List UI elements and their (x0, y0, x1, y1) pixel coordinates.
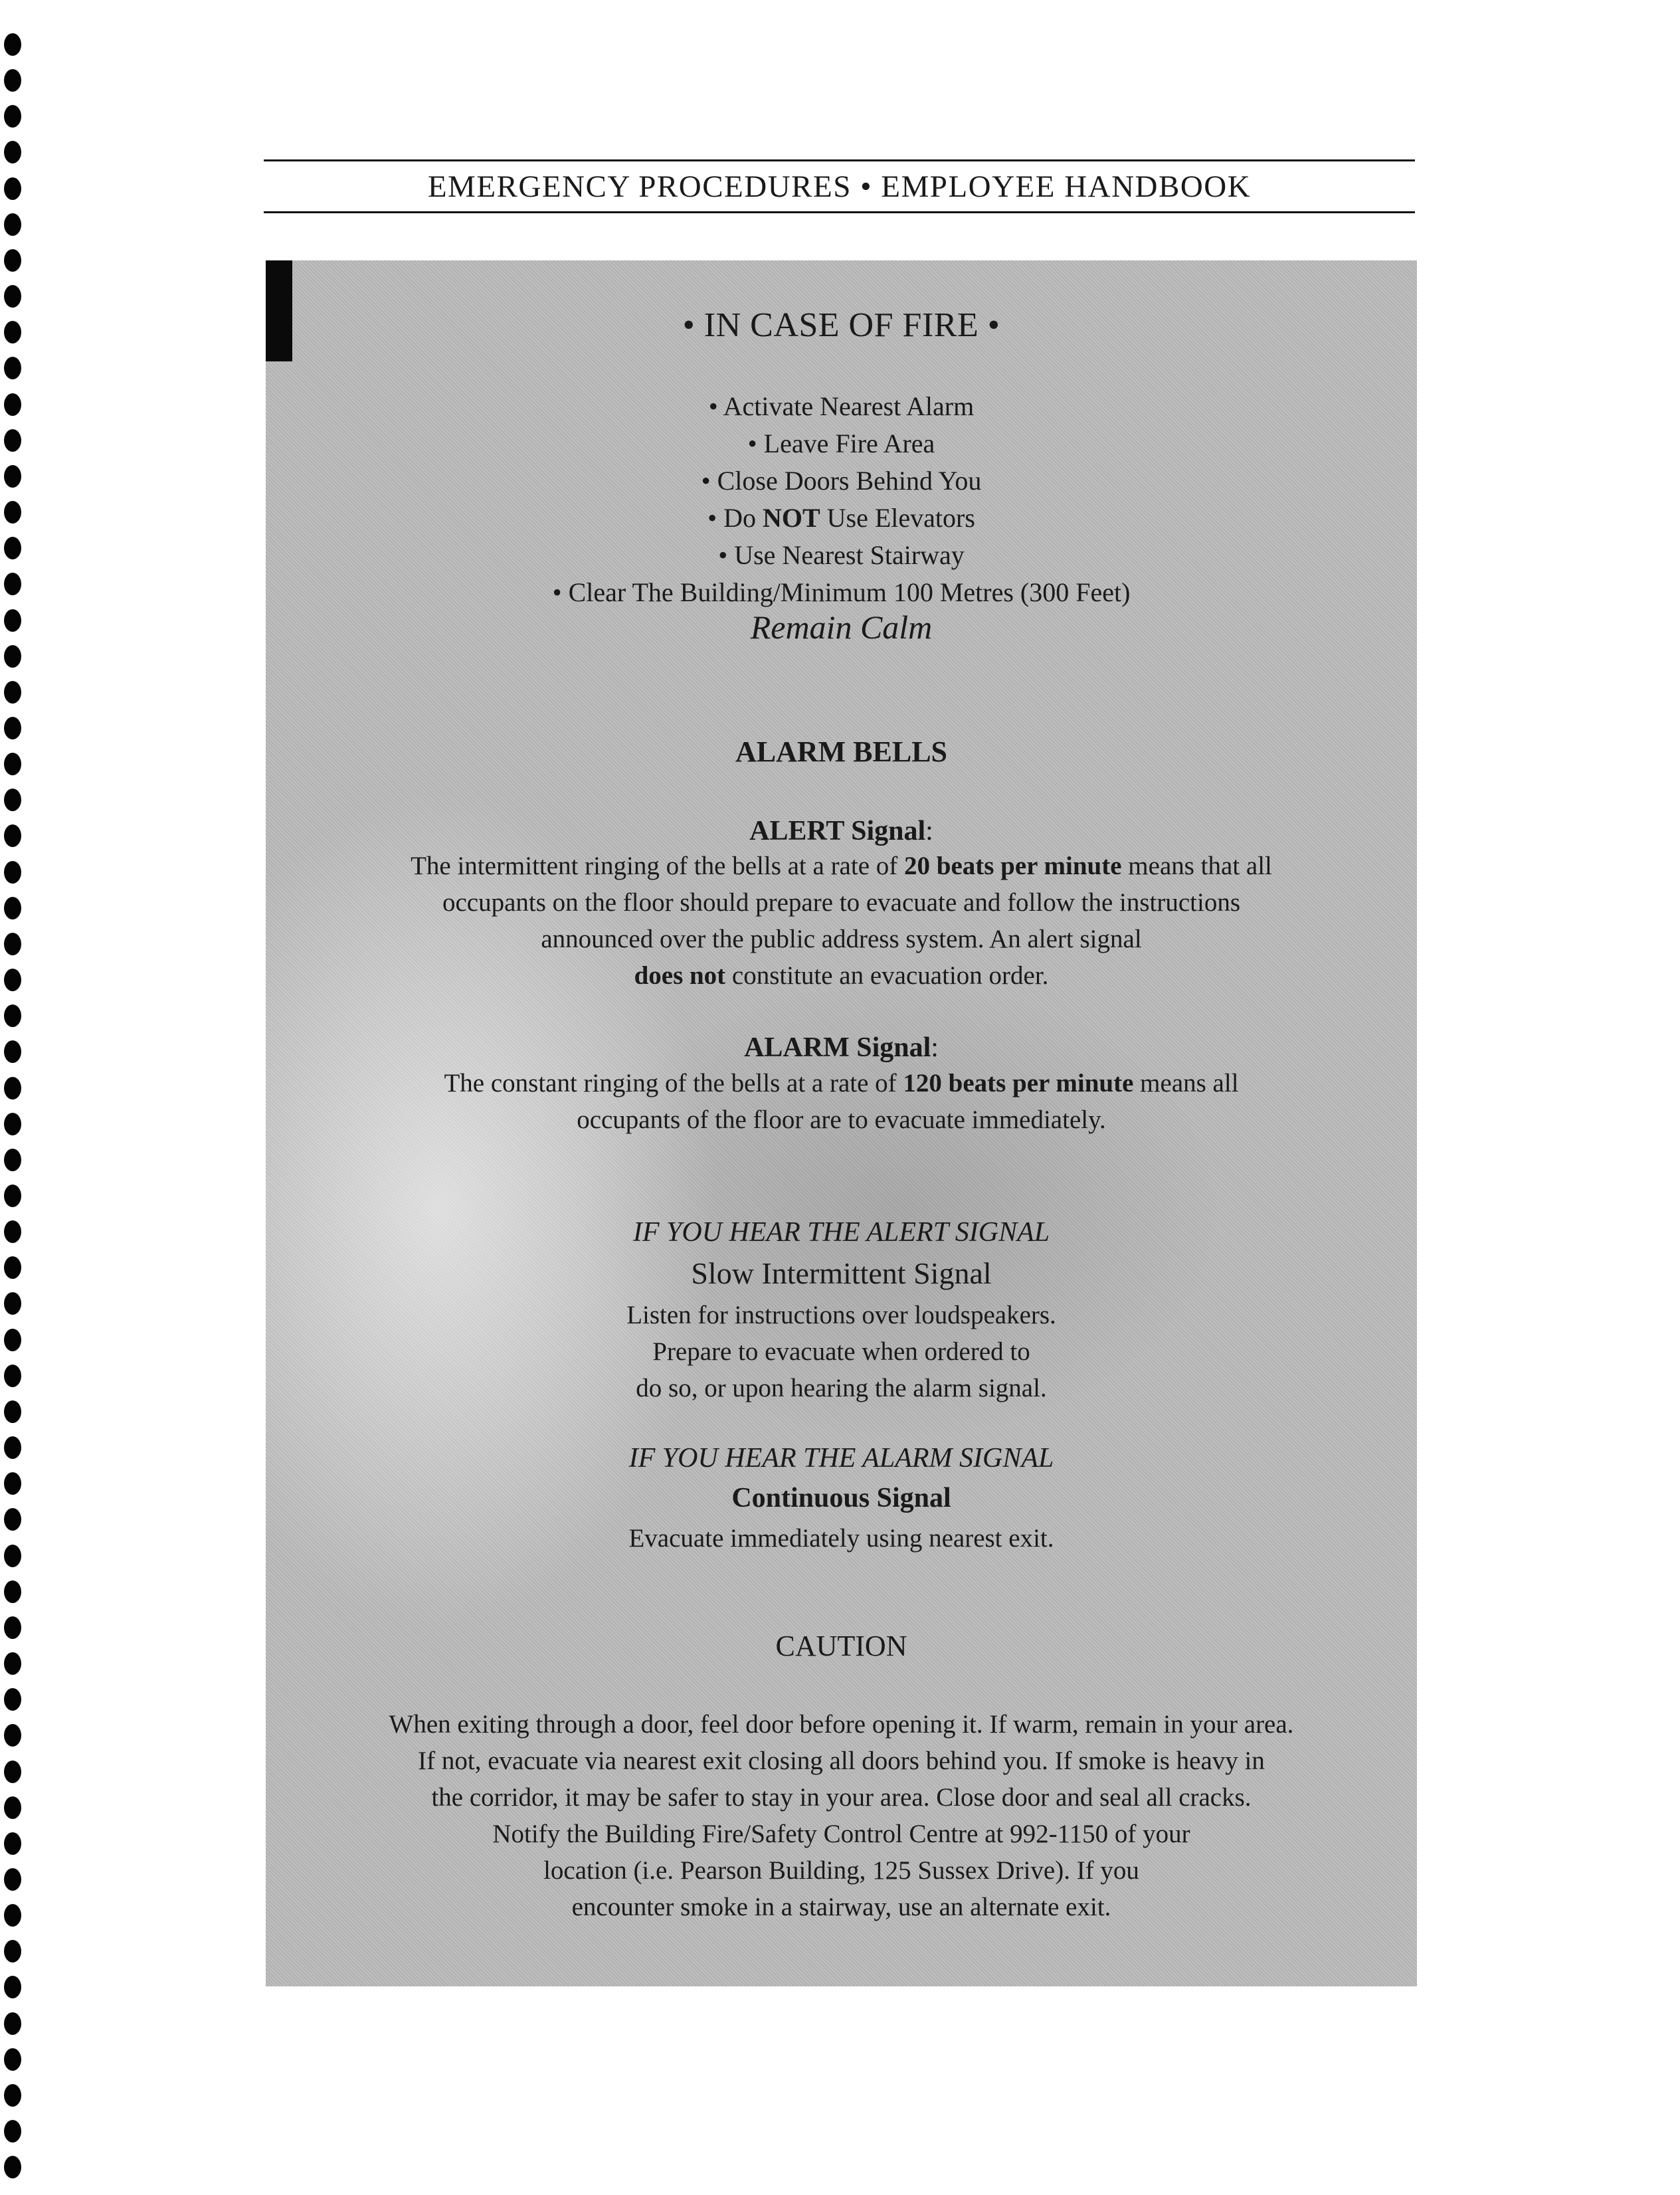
alarm-line-1-post: means all (1133, 1069, 1239, 1098)
binding-hole (4, 1724, 21, 1747)
binding-hole (4, 465, 21, 488)
binding-hole (4, 1832, 21, 1855)
if-alert-line-1: Listen for instructions over loudspeakers. (626, 1301, 1056, 1329)
binding-hole (4, 69, 21, 92)
binding-hole (4, 717, 21, 739)
binding-hole (4, 573, 21, 595)
binding-hole (4, 501, 21, 524)
binding-hole (4, 897, 21, 919)
fire-step-close-doors: • Close Doors Behind You (701, 466, 982, 496)
binding-hole (4, 105, 21, 128)
binding-hole (4, 1400, 21, 1423)
if-alarm-heading: IF YOU HEAR THE ALARM SIGNAL (628, 1443, 1054, 1474)
fire-step-stairway: • Use Nearest Stairway (718, 540, 965, 570)
binding-hole (4, 1256, 21, 1279)
binding-hole (4, 1365, 21, 1387)
binding-hole (4, 1004, 21, 1027)
alert-signal-heading-colon: : (925, 816, 933, 846)
alert-signal-line-2: occupants on the floor should prepare to evacuate and follow the instructions (442, 888, 1241, 917)
alert-line-1-pre: The intermittent ringing of the bells at a rate of (411, 852, 905, 880)
binding-hole (4, 1113, 21, 1135)
binding-hole (4, 1220, 21, 1243)
page-header-title: EMERGENCY PROCEDURES • EMPLOYEE HANDBOOK (427, 169, 1252, 204)
if-alarm-subheading: Continuous Signal (731, 1483, 951, 1513)
binding-hole (4, 789, 21, 811)
alert-line-1-rate: 20 beats per minute (904, 852, 1122, 880)
binding-hole (4, 2048, 21, 2071)
binding-hole (4, 645, 21, 668)
caution-heading: CAUTION (775, 1630, 907, 1662)
binding-hole (4, 1580, 21, 1603)
binding-hole (4, 1292, 21, 1315)
binding-hole (4, 1796, 21, 1819)
binding-hole (4, 1652, 21, 1675)
binding-hole (4, 1436, 21, 1459)
binding-hole (4, 681, 21, 704)
if-alert-line-2: Prepare to evacuate when ordered to (652, 1337, 1030, 1366)
caution-line-3: the corridor, it may be safer to stay in your area. Close door and seal all cracks. (431, 1783, 1252, 1812)
fire-step-elevators-post: Use Elevators (820, 503, 975, 533)
binding-hole (4, 249, 21, 272)
caution-line-4: Notify the Building Fire/Safety Control Centre at 992-1150 of your (492, 1820, 1190, 1848)
binding-hole (4, 2084, 21, 2107)
alert-signal-heading (266, 812, 1417, 850)
if-alarm-line: Evacuate immediately using nearest exit. (628, 1524, 1054, 1553)
binding-hole (4, 213, 21, 236)
binding-hole (4, 1508, 21, 1531)
binding-hole (4, 1904, 21, 1927)
fire-step-alarm: • Activate Nearest Alarm (708, 391, 975, 421)
fire-step-elevators-not: NOT (762, 503, 820, 533)
caution-line-2: If not, evacuate via nearest exit closing all doors behind you. If smoke is heavy in (418, 1747, 1265, 1775)
binding-hole (4, 861, 21, 884)
header-top-rule (264, 159, 1415, 161)
alarm-bells-heading: ALARM BELLS (735, 735, 948, 768)
caution-line-6: encounter smoke in a stairway, use an alternate exit. (571, 1893, 1111, 1921)
binding-hole (4, 933, 21, 955)
binding-hole (4, 1040, 21, 1063)
remain-calm-text: Remain Calm (750, 609, 933, 646)
binding-hole (4, 1149, 21, 1171)
alert-line-4-does-not: does not (634, 961, 726, 990)
caution-line-1: When exiting through a door, feel door before opening it. If warm, remain in your area. (389, 1710, 1294, 1739)
alert-signal-line-4 (266, 957, 1417, 994)
alert-signal-heading-label: ALERT Signal (749, 816, 926, 846)
binding-hole (4, 609, 21, 632)
binding-hole (4, 1616, 21, 1639)
spiral-binding (4, 33, 24, 2179)
alert-line-4-post: constitute an evacuation order. (725, 961, 1049, 990)
alert-line-1-post: means that all (1121, 852, 1272, 880)
fire-step-clear-building: • Clear The Building/Minimum 100 Metres (300 Feet) (552, 577, 1131, 607)
fire-step-elevators (266, 500, 1417, 537)
binding-hole (4, 1472, 21, 1495)
binding-hole (4, 429, 21, 452)
binding-hole (4, 1688, 21, 1711)
caution-line-5: location (i.e. Pearson Building, 125 Sussex Drive). If you (543, 1856, 1139, 1885)
alarm-line-1-rate: 120 beats per minute (903, 1069, 1134, 1098)
header-bottom-rule (264, 211, 1415, 213)
binding-hole (4, 321, 21, 343)
alert-signal-line-3: announced over the public address system. An alert signal (541, 925, 1142, 953)
binding-hole (4, 285, 21, 308)
alarm-line-1-pre: The constant ringing of the bells at a rate of (444, 1069, 903, 1098)
if-alert-heading: IF YOU HEAR THE ALERT SIGNAL (632, 1217, 1050, 1248)
alarm-signal-line-1 (266, 1065, 1417, 1101)
binding-hole (4, 1868, 21, 1891)
binding-hole (4, 1185, 21, 1207)
binding-hole (4, 1976, 21, 1998)
binding-hole (4, 1329, 21, 1351)
alarm-signal-heading (266, 1028, 1417, 1067)
binding-hole (4, 2156, 21, 2178)
binding-hole (4, 824, 21, 847)
binding-hole (4, 33, 21, 56)
binding-hole (4, 393, 21, 416)
binding-hole (4, 753, 21, 775)
binding-hole (4, 1940, 21, 1962)
alarm-signal-heading-colon: : (931, 1032, 939, 1063)
fire-section-title: • IN CASE OF FIRE • (682, 306, 1000, 344)
binding-hole (4, 1077, 21, 1099)
binding-hole (4, 1761, 21, 1783)
alert-signal-line-1 (266, 848, 1417, 884)
binding-hole (4, 537, 21, 559)
binding-hole (4, 2120, 21, 2143)
if-alert-subheading: Slow Intermittent Signal (691, 1256, 992, 1290)
binding-hole (4, 969, 21, 991)
binding-hole (4, 141, 21, 163)
binding-hole (4, 1545, 21, 1567)
binding-hole (4, 357, 21, 379)
if-alert-line-3: do so, or upon hearing the alarm signal. (636, 1374, 1047, 1402)
binding-hole (4, 2012, 21, 2035)
binding-hole (4, 177, 21, 200)
fire-step-leave: • Leave Fire Area (747, 429, 935, 458)
fire-step-elevators-pre: • Do (707, 503, 763, 533)
alarm-signal-heading-label: ALARM Signal (744, 1032, 931, 1063)
alarm-signal-line-2: occupants of the floor are to evacuate immediately. (577, 1105, 1106, 1134)
